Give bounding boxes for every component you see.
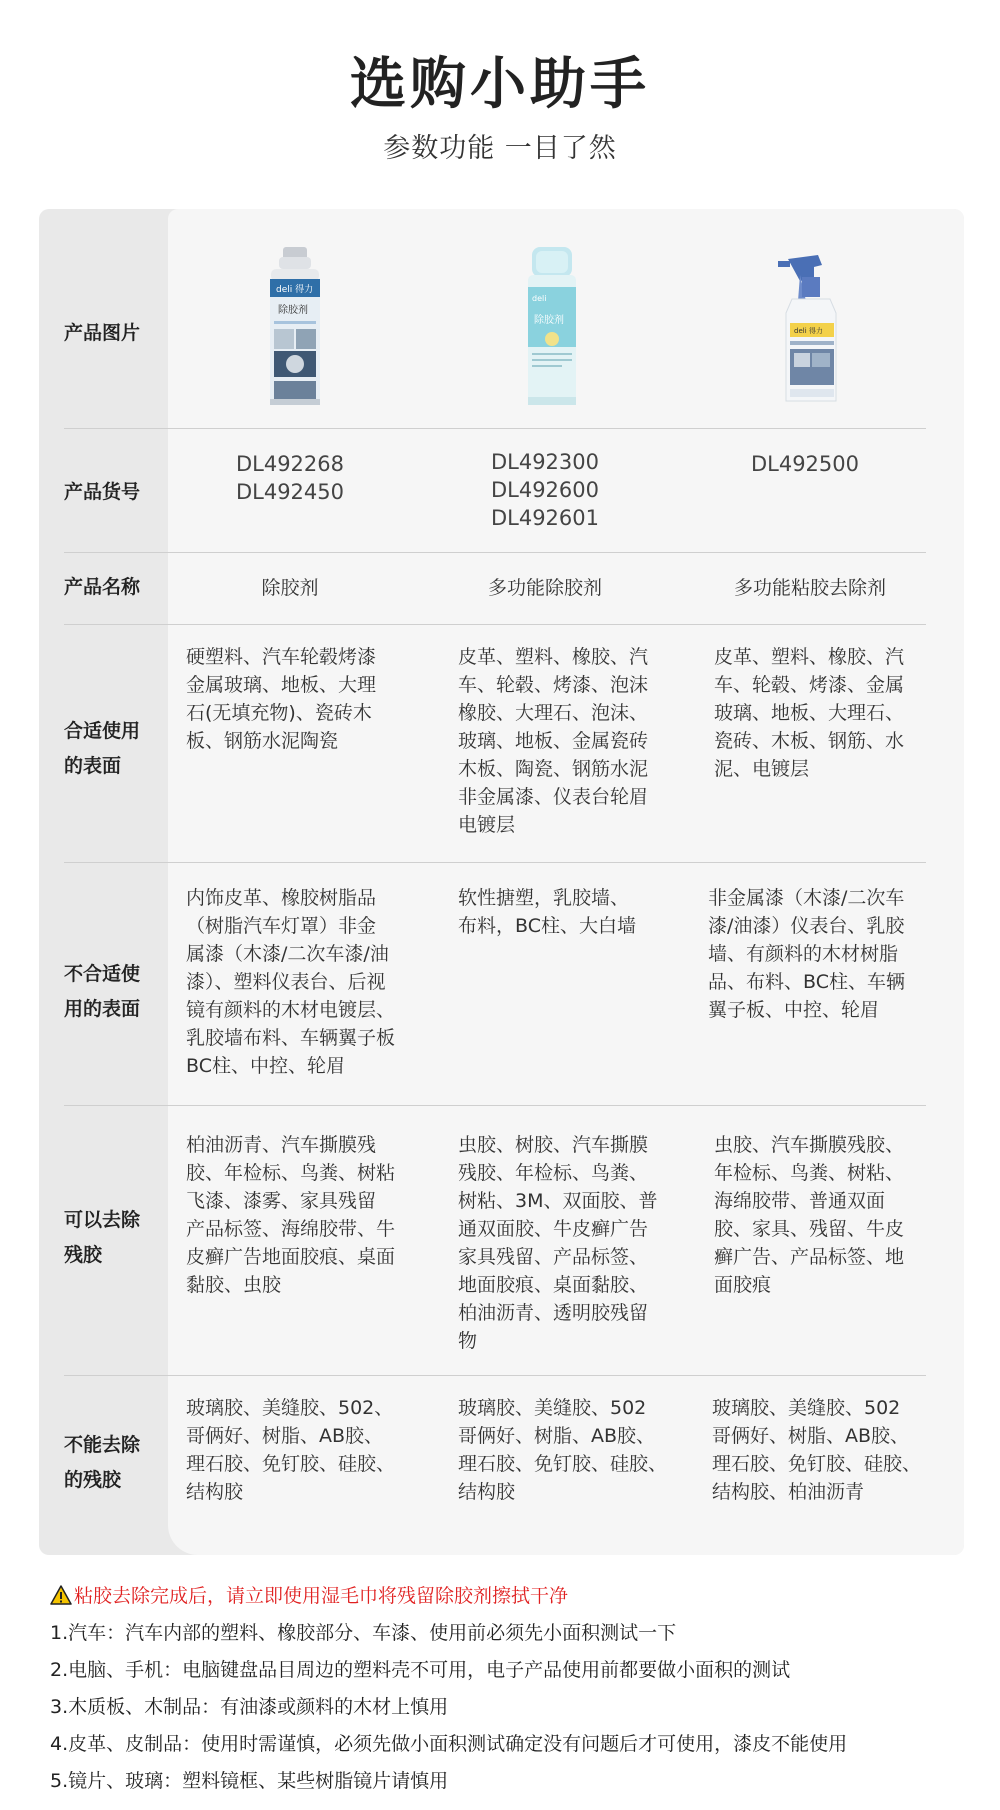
usage-notes <box>50 1578 970 1800</box>
row-label-removable <box>64 1203 174 1273</box>
svg-text:deli: deli <box>532 294 547 303</box>
row-label-text: 用的表面 <box>64 998 141 1020</box>
page-subtitle: 参数功能 一目了然 <box>383 133 617 164</box>
row-label-suitable <box>64 714 174 784</box>
warning-text: 粘胶去除完成后，请立即使用湿毛巾将残留除胶剂擦拭干净 <box>74 1585 569 1607</box>
product-code: DL492500 <box>750 452 860 476</box>
note-item: 5.镜片、玻璃：塑料镜框、某些树脂镜片请慎用 <box>50 1770 449 1792</box>
row-divider <box>64 428 926 429</box>
removable-residue: 柏油沥青、汽车撕膜残 胶、年检标、鸟粪、树粘 飞漆、漆雾、家具残留 产品标签、海绵胶带、牛 皮癣广告地面胶痕、桌面 黏胶、虫胶 <box>186 1134 396 1296</box>
product-name: 除胶剂 <box>261 577 319 599</box>
removable-residue: 虫胶、汽车撕膜残胶、 年检标、鸟粪、树粘、 海绵胶带、普通双面 胶、家具、残留、牛皮 癣广告、产品标签、地 面胶痕 <box>714 1134 905 1296</box>
warning-note <box>50 1578 970 1615</box>
warning-icon <box>50 1581 72 1618</box>
row-label-text: 不合适使 <box>64 963 141 985</box>
svg-text:deli 得力: deli 得力 <box>276 285 314 295</box>
nonremovable-residue: 玻璃胶、美缝胶、502 哥俩好、树脂、AB胶、 理石胶、免钉胶、硅胶、 结构胶 <box>458 1397 668 1503</box>
row-label-text: 合适使用 <box>64 720 141 742</box>
suitable-surfaces: 硬塑料、汽车轮毂烤漆 金属玻璃、地板、大理 石(无填充物)、瓷砖木 板、钢筋水泥陶瓷 <box>186 646 377 752</box>
note-item: 3.木质板、木制品：有油漆或颜料的木材上慎用 <box>50 1696 449 1718</box>
product-image-clear-spray-can <box>522 247 582 411</box>
row-label-text: 产品货号 <box>64 481 141 503</box>
removable-residue: 虫胶、树胶、汽车撕膜 残胶、年检标、鸟粪、 树粘、3M、双面胶、普 通双面胶、牛皮癣广告 家具残留、产品标签、 地面胶痕、桌面黏胶、 柏油沥青、透明胶残留 物 <box>458 1134 658 1352</box>
page-title: 选购小助手 <box>350 52 650 117</box>
row-label-code <box>64 475 174 510</box>
row-divider <box>64 624 926 625</box>
row-label-unsuitable <box>64 957 174 1027</box>
svg-text:除胶剂: 除胶剂 <box>534 315 564 326</box>
product-image-trigger-bottle <box>770 253 850 409</box>
row-label-text: 产品名称 <box>64 576 141 598</box>
unsuitable-surfaces: 软性搪塑，乳胶墙、 布料，BC柱、大白墙 <box>458 887 636 937</box>
row-label-nonremovable <box>64 1428 174 1498</box>
suitable-surfaces: 皮革、塑料、橡胶、汽 车、轮毂、烤漆、泡沫 橡胶、大理石、泡沫、 玻璃、地板、金属瓷砖 木板、陶瓷、钢筋水泥 非金属漆、仪表台轮眉 电镀层 <box>458 646 649 836</box>
note-item: 1.汽车：汽车内部的塑料、橡胶部分、车漆、使用前必须先小面积测试一下 <box>50 1622 677 1644</box>
row-divider <box>64 1105 926 1106</box>
row-divider <box>64 552 926 553</box>
row-label-text: 可以去除 <box>64 1209 141 1231</box>
row-label-text: 残胶 <box>64 1244 103 1266</box>
nonremovable-residue: 玻璃胶、美缝胶、502 哥俩好、树脂、AB胶、 理石胶、免钉胶、硅胶、 结构胶、柏油沥青 <box>712 1397 922 1503</box>
unsuitable-surfaces: 内饰皮革、橡胶树脂品 （树脂汽车灯罩）非金 属漆（木漆/二次车漆/油 漆）、塑料仪表台、后视 镜有颜料的木材电镀层、 乳胶墙布料、车辆翼子板 BC柱、中控、轮眉 <box>186 887 396 1077</box>
row-divider <box>64 862 926 863</box>
row-label-name <box>64 570 174 605</box>
row-divider <box>64 1375 926 1376</box>
note-item: 2.电脑、手机：电脑键盘品目周边的塑料壳不可用，电子产品使用前都要做小面积的测试 <box>50 1659 791 1681</box>
row-label-text: 产品图片 <box>64 322 141 344</box>
product-name: 多功能除胶剂 <box>487 577 602 599</box>
row-label-text: 不能去除 <box>64 1434 141 1456</box>
row-label-text: 的表面 <box>64 755 122 777</box>
product-code: DL492268 DL492450 <box>235 452 345 504</box>
svg-text:除胶剂: 除胶剂 <box>278 305 308 316</box>
note-item: 4.皮革、皮制品：使用时需谨慎，必须先做小面积测试确定没有问题后才可使用，漆皮不能使用 <box>50 1733 848 1755</box>
row-label-image <box>64 316 174 351</box>
suitable-surfaces: 皮革、塑料、橡胶、汽 车、轮毂、烤漆、金属 玻璃、地板、大理石、 瓷砖、木板、钢筋、水 泥、电镀层 <box>714 646 905 780</box>
svg-text:deli 得力: deli 得力 <box>794 327 823 335</box>
unsuitable-surfaces: 非金属漆（木漆/二次车 漆/油漆）仪表台、乳胶 墙、有颜料的木材树脂 品、布料、BC柱、车辆 翼子板、中控、轮眉 <box>708 887 905 1021</box>
product-image-spray-can <box>265 247 325 411</box>
nonremovable-residue: 玻璃胶、美缝胶、502、 哥俩好、树脂、AB胶、 理石胶、免钉胶、硅胶、 结构胶 <box>186 1397 396 1503</box>
product-name: 多功能粘胶去除剂 <box>733 577 886 599</box>
product-code: DL492300 DL492600 DL492601 <box>490 450 600 530</box>
row-label-text: 的残胶 <box>64 1469 122 1491</box>
